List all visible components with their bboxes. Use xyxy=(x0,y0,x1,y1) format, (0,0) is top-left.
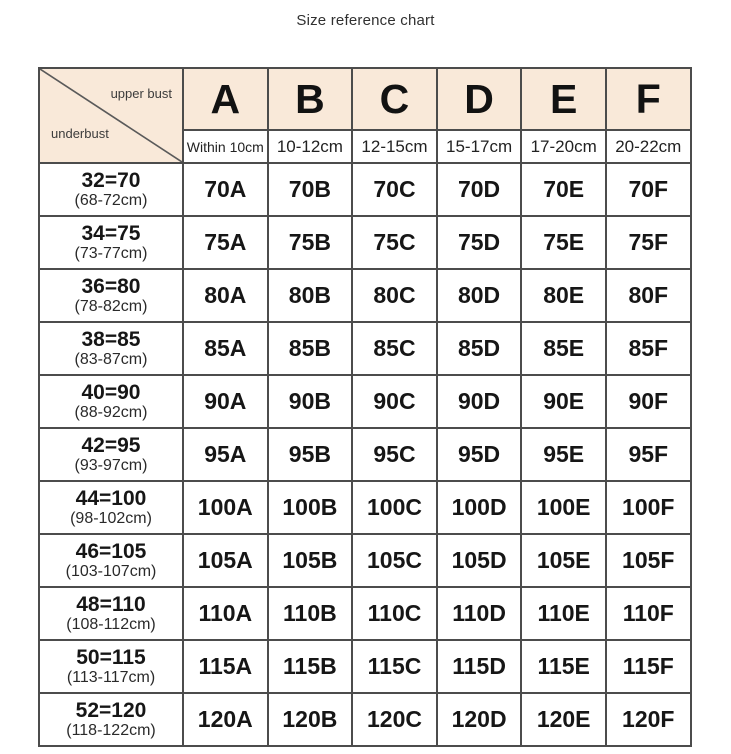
cup-range-header-c: 12-15cm xyxy=(352,130,437,163)
table-row xyxy=(39,216,691,269)
cup-letter-header-d: D xyxy=(437,68,522,130)
size-cell: 105F xyxy=(606,534,691,587)
cup-letter-header-b: B xyxy=(268,68,353,130)
table-row xyxy=(39,269,691,322)
size-label: 44=100 xyxy=(75,486,147,510)
size-label: 46=105 xyxy=(75,539,147,563)
cup-range-header-d: 15-17cm xyxy=(437,130,522,163)
size-cell: 110B xyxy=(268,587,353,640)
corner-cell xyxy=(39,68,183,163)
size-cell: 70C xyxy=(352,163,437,216)
size-label: 40=90 xyxy=(81,380,141,404)
size-range-label: (73-77cm) xyxy=(74,245,148,263)
size-cell: 105E xyxy=(521,534,606,587)
size-cell: 75E xyxy=(521,216,606,269)
size-cell: 100D xyxy=(437,481,522,534)
size-label: 38=85 xyxy=(81,327,141,351)
size-range-label: (68-72cm) xyxy=(74,192,148,210)
size-cell: 75B xyxy=(268,216,353,269)
size-cell: 120C xyxy=(352,693,437,746)
size-cell: 120F xyxy=(606,693,691,746)
size-cell: 85B xyxy=(268,322,353,375)
size-range-label: (93-97cm) xyxy=(74,457,148,475)
size-cell: 95A xyxy=(183,428,268,481)
size-cell: 110C xyxy=(352,587,437,640)
size-cell: 90A xyxy=(183,375,268,428)
size-cell: 95F xyxy=(606,428,691,481)
row-header xyxy=(39,216,183,269)
size-cell: 115D xyxy=(437,640,522,693)
size-cell: 90E xyxy=(521,375,606,428)
size-cell: 115E xyxy=(521,640,606,693)
size-range-label: (98-102cm) xyxy=(70,510,152,528)
table-row xyxy=(39,322,691,375)
page-title: Size reference chart xyxy=(296,12,435,29)
size-cell: 90D xyxy=(437,375,522,428)
size-cell: 115A xyxy=(183,640,268,693)
cup-letter-header-e: E xyxy=(521,68,606,130)
row-header xyxy=(39,322,183,375)
size-cell: 75D xyxy=(437,216,522,269)
size-cell: 105A xyxy=(183,534,268,587)
size-cell: 85E xyxy=(521,322,606,375)
size-cell: 105B xyxy=(268,534,353,587)
cup-letter-header-f: F xyxy=(606,68,691,130)
size-range-label: (103-107cm) xyxy=(65,563,157,581)
cup-letter-header-c: C xyxy=(352,68,437,130)
cup-range-header-b: 10-12cm xyxy=(268,130,353,163)
size-label: 52=120 xyxy=(75,698,147,722)
size-range-label: (113-117cm) xyxy=(66,669,156,687)
size-cell: 110F xyxy=(606,587,691,640)
size-cell: 70E xyxy=(521,163,606,216)
table-row xyxy=(39,640,691,693)
size-cell: 110A xyxy=(183,587,268,640)
size-cell: 120B xyxy=(268,693,353,746)
underbust-label: underbust xyxy=(51,126,109,141)
size-cell: 75C xyxy=(352,216,437,269)
table-row xyxy=(39,693,691,746)
row-header xyxy=(39,375,183,428)
size-cell: 90B xyxy=(268,375,353,428)
size-range-label: (88-92cm) xyxy=(74,404,148,422)
size-cell: 115F xyxy=(606,640,691,693)
size-cell: 90C xyxy=(352,375,437,428)
row-header xyxy=(39,693,183,746)
cup-range-header-e: 17-20cm xyxy=(521,130,606,163)
table-row xyxy=(39,587,691,640)
size-cell: 75A xyxy=(183,216,268,269)
row-header xyxy=(39,428,183,481)
size-range-label: (118-122cm) xyxy=(66,722,156,740)
size-cell: 70D xyxy=(437,163,522,216)
size-cell: 120A xyxy=(183,693,268,746)
size-cell: 105C xyxy=(352,534,437,587)
size-label: 50=115 xyxy=(76,645,146,669)
size-cell: 105D xyxy=(437,534,522,587)
size-cell: 110E xyxy=(521,587,606,640)
size-label: 36=80 xyxy=(81,274,141,298)
row-header xyxy=(39,534,183,587)
size-cell: 115C xyxy=(352,640,437,693)
size-cell: 95D xyxy=(437,428,522,481)
size-cell: 95B xyxy=(268,428,353,481)
size-cell: 100C xyxy=(352,481,437,534)
size-cell: 85F xyxy=(606,322,691,375)
size-cell: 85A xyxy=(183,322,268,375)
table-row xyxy=(39,428,691,481)
size-cell: 115B xyxy=(268,640,353,693)
row-header xyxy=(39,481,183,534)
size-cell: 80D xyxy=(437,269,522,322)
size-cell: 80F xyxy=(606,269,691,322)
table-row xyxy=(39,534,691,587)
size-cell: 100B xyxy=(268,481,353,534)
size-cell: 70A xyxy=(183,163,268,216)
row-header xyxy=(39,587,183,640)
size-cell: 85D xyxy=(437,322,522,375)
size-cell: 80B xyxy=(268,269,353,322)
size-range-label: (108-112cm) xyxy=(66,616,156,634)
size-cell: 95C xyxy=(352,428,437,481)
size-cell: 80C xyxy=(352,269,437,322)
cup-range-header-a: Within 10cm xyxy=(183,130,268,163)
size-cell: 120D xyxy=(437,693,522,746)
size-cell: 100F xyxy=(606,481,691,534)
size-cell: 110D xyxy=(437,587,522,640)
upper-bust-label: upper bust xyxy=(110,86,172,101)
size-cell: 120E xyxy=(521,693,606,746)
row-header xyxy=(39,640,183,693)
size-reference-table xyxy=(38,67,692,747)
size-cell: 90F xyxy=(606,375,691,428)
row-header xyxy=(39,163,183,216)
table-row xyxy=(39,163,691,216)
size-label: 32=70 xyxy=(81,168,141,192)
size-cell: 70B xyxy=(268,163,353,216)
size-cell: 100A xyxy=(183,481,268,534)
size-range-label: (78-82cm) xyxy=(74,298,148,316)
size-cell: 100E xyxy=(521,481,606,534)
size-range-label: (83-87cm) xyxy=(74,351,148,369)
cup-range-header-f: 20-22cm xyxy=(606,130,691,163)
size-cell: 70F xyxy=(606,163,691,216)
row-header xyxy=(39,269,183,322)
size-label: 42=95 xyxy=(81,433,141,457)
table-row xyxy=(39,481,691,534)
size-cell: 85C xyxy=(352,322,437,375)
table-row xyxy=(39,375,691,428)
size-cell: 75F xyxy=(606,216,691,269)
size-label: 48=110 xyxy=(76,592,146,616)
size-cell: 80A xyxy=(183,269,268,322)
size-cell: 95E xyxy=(521,428,606,481)
diagonal-divider-line xyxy=(40,69,182,162)
size-label: 34=75 xyxy=(81,221,141,245)
cup-letter-header-a: A xyxy=(183,68,268,130)
cup-letters-row xyxy=(39,68,691,130)
size-cell: 80E xyxy=(521,269,606,322)
